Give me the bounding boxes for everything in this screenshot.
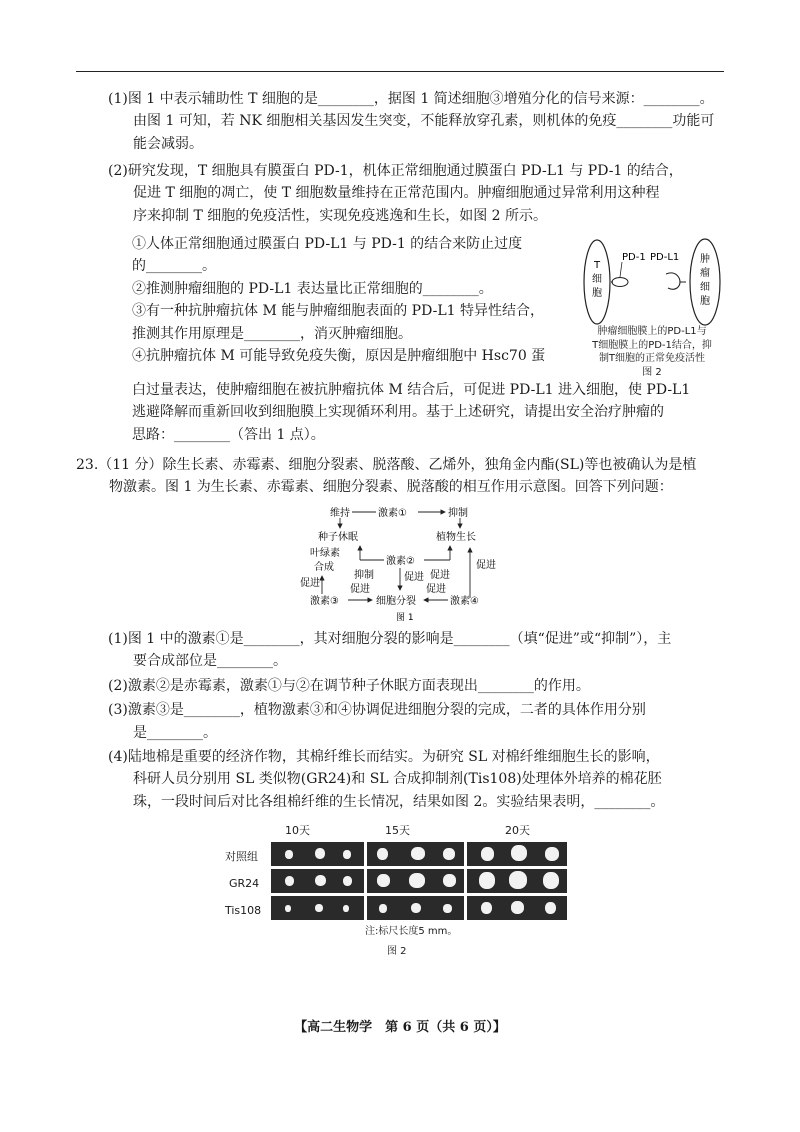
q23-p3-line2: 是________。 (133, 724, 217, 741)
promote-far-right-label: 促进 (476, 560, 496, 571)
t-cell-label-1: T (593, 260, 601, 271)
tumor-label-2: 瘤 (700, 268, 710, 279)
fig2-caption-line1: 肿瘤细胞膜上的PD-L1与 (597, 326, 707, 337)
q22-s4-rest (132, 379, 732, 446)
maintain-label: 维持 (330, 508, 350, 519)
tumor-label-4: 胞 (700, 296, 710, 307)
photo-tis108-10d (271, 896, 364, 920)
q22-p1-line3: 能会减弱。 (133, 135, 203, 152)
photo-control-10d (271, 842, 364, 866)
q22-fig2-caption (572, 325, 732, 379)
q23-p4-line2: 科研人员分别用 SL 类似物(GR24)和 SL 合成抑制剂(Tis108)处理体外培养的棉花胚 (133, 771, 662, 788)
q23-figure1 (300, 504, 510, 624)
photo-tis108-20d (467, 896, 567, 920)
col-label-10d: 10天 (285, 824, 310, 837)
q23-p2: (2)激素②是赤霉素，激素①与②在调节种子休眠方面表现出________的作用。 (108, 677, 590, 694)
promote-center-label: 促进 (404, 572, 424, 583)
row-label-tis108: Tis108 (225, 904, 262, 917)
q22-s3-line2: 推测其作用原理是________，消灭肿瘤细胞。 (132, 325, 412, 342)
q22-s4-line3: 逃避降解而重新回收到细胞膜上实现循环利用。基于上述研究，请提出安全治疗肿瘤的 (132, 404, 664, 421)
hormone1-label: 激素① (378, 508, 407, 519)
promote-bottom-right-label: 促进 (426, 584, 446, 595)
pd1-receptor-icon (612, 278, 628, 287)
promote-bottom-mid-label: 促进 (350, 584, 370, 595)
seed-dormancy-label: 种子休眠 (318, 532, 358, 543)
plant-growth-label: 植物生长 (436, 532, 476, 543)
q22-p2-line1: (2)研究发现，T 细胞具有膜蛋白 PD-1，机体正常细胞通过膜蛋白 PD-L1 与 PD-1 的结合， (108, 163, 683, 179)
q22-p2-line2: 促进 T 细胞的凋亡，使 T 细胞数量维持在正常范围内。肿瘤细胞通过异常利用这种程 (133, 185, 660, 202)
photo-control-20d (467, 842, 567, 866)
scale-note: 注:标尺长度5 mm。 (365, 926, 458, 937)
tumor-label-1: 肿 (700, 254, 710, 265)
inhibit-left-label: 抑制 (354, 570, 374, 581)
q22-s4-line4: 思路：________（答出 1 点）。 (132, 426, 325, 443)
photo-gr24-15d (367, 869, 464, 893)
hormone-diagram (300, 504, 510, 624)
q22-s1-line1: ①人体正常细胞通过膜蛋白 PD-L1 与 PD-1 的结合来防止过度 (132, 236, 523, 252)
col-label-15d: 15天 (385, 824, 410, 837)
page-footer: 【高二生物学 第 6 页（共 6 页）】 (294, 1020, 506, 1035)
q22-p1-line2: 由图 1 可知，若 NK 细胞相关基因发生突变，不能释放穿孔素，则机体的免疫________功能可 (133, 113, 715, 130)
fig2-caption-line3: 制T细胞的正常免疫活性 (598, 353, 706, 364)
q23-intro (76, 454, 726, 499)
chlorophyll-label-1: 叶绿素 (310, 548, 340, 559)
promote-bottom-left-label: 促进 (300, 578, 320, 589)
col-label-20d: 20天 (505, 824, 530, 837)
fig2-caption-line2: T细胞膜上的PD-1结合，抑 (592, 339, 712, 351)
q23-p4-line3: 珠，一段时间后对比各组棉纤维的生长情况，结果如图 2。实验结果表明，________。 (133, 793, 665, 810)
t-cell-label-2: 细 (592, 274, 602, 285)
row-label-control: 对照组 (225, 850, 258, 863)
promote-right-label: 促进 (430, 570, 450, 581)
inhibit-top-label: 抑制 (448, 508, 468, 519)
q23-intro-line2: 物激素。图 1 为生长素、赤霉素、细胞分裂素、脱落酸的相互作用示意图。回答下列问题： (109, 479, 673, 496)
fig1-title: 图 1 (396, 613, 414, 623)
pdl1-ligand-icon (666, 273, 680, 289)
q22-p2-line3: 序来抑制 T 细胞的免疫活性，实现免疫逃逸和生长，如图 2 所示。 (133, 207, 548, 224)
q23-p1-line2: 要合成部位是________。 (133, 653, 287, 670)
fig2-title: 图 2 (642, 366, 662, 378)
q23-p4-line1: (4)陆地棉是重要的经济作物，其棉纤维长而结实。为研究 SL 对棉纤维细胞生长的影响， (108, 748, 660, 765)
q23-fig2-title: 图 2 (387, 946, 407, 957)
photo-gr24-10d (271, 869, 364, 893)
hormone3-label: 激素③ (310, 596, 339, 607)
q23-intro-line1: 23.（11 分）除生长素、赤霉素、细胞分裂素、脱落酸、乙烯外，独角金内酯(SL)等也被确认为是植 (76, 457, 697, 473)
photo-gr24-20d (467, 869, 567, 893)
q22-part2 (108, 160, 728, 227)
photo-tis108-15d (367, 896, 464, 920)
q23-p1-line1: (1)图 1 中的激素①是________，其对细胞分裂的影响是________（填“促进”或“抑制”），主 (108, 631, 672, 647)
cell-division-label: 细胞分裂 (376, 596, 416, 607)
q22-p1-line1: (1)图 1 中表示辅助性 T 细胞的是________，据图 1 简述细胞③增殖分化的信号来源：________。 (108, 91, 714, 107)
q22-s1-line2: 的________。 (132, 258, 216, 275)
q23-figure2 (225, 822, 570, 962)
chlorophyll-label-2: 合成 (314, 562, 334, 573)
q22-s3-line1: ③有一种抗肿瘤抗体 M 能与肿瘤细胞表面的 PD-L1 特异性结合， (132, 303, 544, 320)
q23-questions (108, 628, 728, 813)
q22-s4-line1: ④抗肿瘤抗体 M 可能导致免疫失衡，原因是肿瘤细胞中 Hsc70 蛋 (132, 347, 546, 364)
q22-s2: ②推测肿瘤细胞的 PD-L1 表达量比正常细胞的________。 (132, 280, 493, 297)
q22-subitems (132, 233, 572, 367)
tumor-label-3: 细 (700, 282, 710, 293)
hormone2-label: 激素② (386, 556, 415, 567)
photo-control-15d (367, 842, 464, 866)
q23-p3-line1: (3)激素③是________，植物激素③和④协调促进细胞分裂的完成，二者的具体作用分别 (108, 702, 646, 719)
t-cell-label-3: 胞 (592, 288, 602, 299)
pdl1-label: PD-L1 (650, 252, 680, 263)
row-label-gr24: GR24 (229, 877, 260, 890)
q22-part1 (108, 88, 728, 155)
q22-s4-line2: 白过量表达，使肿瘤细胞在被抗肿瘤抗体 M 结合后，可促进 PD-L1 进入细胞，使 PD-L1 (132, 382, 691, 398)
pd1-diagram (580, 236, 730, 328)
hormone4-label: 激素④ (450, 596, 479, 607)
top-rule (76, 71, 724, 72)
pd1-label: PD-1 (622, 252, 646, 263)
